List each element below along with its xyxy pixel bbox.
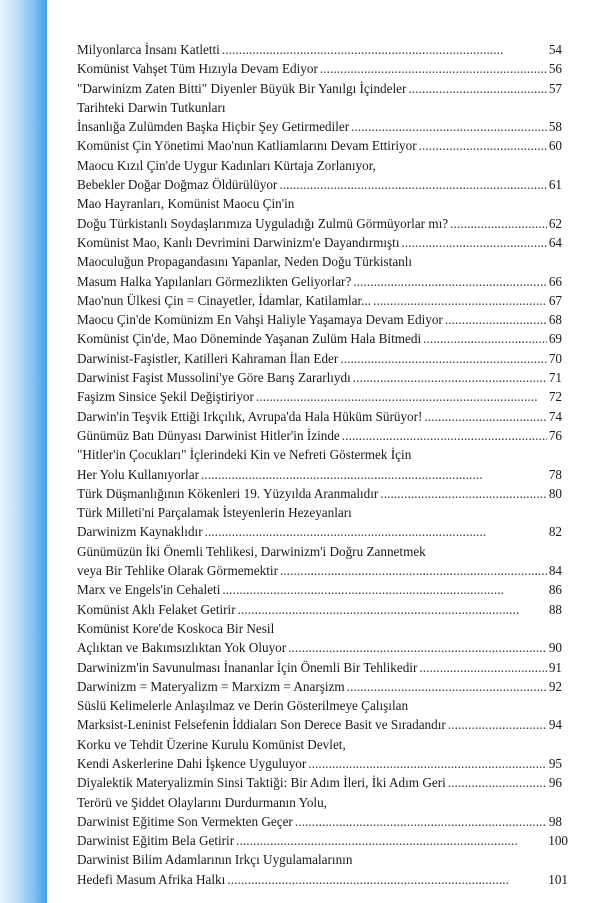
toc-entry-page-number: 98: [548, 813, 562, 829]
toc-entry-page-number: 61: [548, 177, 562, 193]
dot-leader: [342, 426, 547, 445]
toc-entry[interactable]: [77, 252, 568, 271]
toc-entry-page-number: 96: [548, 775, 562, 791]
table-of-contents: [77, 40, 568, 889]
toc-entry-page-number: 91: [548, 659, 562, 675]
dot-leader: [445, 310, 547, 329]
dot-leader: [227, 870, 546, 889]
toc-entry-title: Darwin'in Teşvik Ettiği Irkçılık, Avrupa'da Hala Hüküm Sürüyor!: [77, 408, 423, 424]
toc-entry-title: Mao Hayranları, Komünist Maocu Çin'in: [77, 196, 295, 212]
toc-entry-title: Maocu Kızıl Çin'de Uygur Kadınları Kürtaja Zorlanıyor,: [77, 157, 376, 173]
toc-entry-title: Açlıktan ve Bakımsızlıktan Yok Oluyor: [77, 640, 287, 656]
toc-entry-page-number: 56: [548, 61, 562, 77]
dot-leader: [295, 812, 547, 831]
dot-leader: [401, 233, 546, 252]
toc-entry[interactable]: [77, 580, 562, 599]
toc-entry-title: Her Yolu Kullanıyorlar: [77, 466, 199, 482]
dot-leader: [320, 59, 547, 78]
toc-entry-page-number: 62: [548, 215, 562, 231]
toc-entry[interactable]: [77, 426, 562, 445]
toc-entry-title: Milyonlarca İnsanı Katletti: [77, 42, 220, 57]
decorative-side-strip: [0, 0, 47, 903]
toc-entry-title: Darwinist Eğitim Bela Getirir: [77, 833, 235, 849]
dot-leader: [423, 329, 547, 348]
toc-entry-page-number: 90: [548, 640, 562, 656]
toc-entry-title: Mao'nun Ülkesi Çin = Cinayetler, İdamlar, Katilamlar...: [77, 292, 372, 308]
dot-leader: [288, 638, 547, 657]
toc-entry-title: Komünist Çin Yönetimi Mao'nun Katliamlarını Devam Ettiriyor: [77, 138, 417, 154]
toc-entry[interactable]: [77, 619, 568, 638]
toc-entry[interactable]: [77, 272, 562, 291]
toc-entry[interactable]: [77, 561, 562, 580]
toc-entry[interactable]: [77, 214, 562, 233]
dot-leader: [340, 349, 547, 368]
toc-entry-page-number: 82: [548, 524, 562, 540]
toc-entry-title: Maoculuğun Propagandasını Yapanlar, Neden Doğu Türkistanlı: [77, 254, 413, 270]
toc-entry-title: "Darwinizm Zaten Bitti" Diyenler Büyük Bir Yanılgı İçindeler: [77, 80, 407, 96]
toc-entry[interactable]: [77, 98, 568, 117]
toc-entry-title: Darwinizm = Materyalizm = Marxizm = Anarşizm: [77, 678, 345, 694]
toc-entry-page-number: 94: [548, 717, 562, 733]
dot-leader: [353, 272, 547, 291]
toc-entry-page-number: 66: [548, 273, 562, 289]
dot-leader: [448, 715, 547, 734]
toc-entry-title: Hedefi Masum Afrika Halkı: [77, 871, 226, 887]
toc-entry-title: Türk Milleti'ni Parçalamak İsteyenlerin Hezeyanları: [77, 505, 352, 521]
toc-entry-title: Darwinist Bilim Adamlarının Irkçı Uygulamalarının: [77, 852, 353, 868]
dot-leader: [450, 214, 547, 233]
toc-entry[interactable]: [77, 638, 562, 657]
toc-entry[interactable]: [77, 503, 568, 522]
toc-entry-title: İnsanlığa Zulümden Başka Hiçbir Şey Getirmediler: [77, 119, 350, 135]
toc-entry-page-number: 69: [548, 331, 562, 347]
toc-entry-page-number: 60: [548, 138, 562, 154]
toc-entry-title: Darwinist Eğitime Son Vermekten Geçer: [77, 813, 293, 829]
toc-entry[interactable]: [77, 465, 562, 484]
toc-entry[interactable]: [77, 696, 568, 715]
toc-entry[interactable]: [77, 445, 568, 464]
toc-entry-page-number: 71: [548, 370, 562, 386]
toc-entry[interactable]: [77, 484, 562, 503]
toc-entry-title: Maocu Çin'de Komünizm En Vahşi Haliyle Yaşamaya Devam Ediyor: [77, 312, 443, 328]
dot-leader: [380, 484, 547, 503]
toc-entry[interactable]: [77, 542, 568, 561]
dot-leader: [279, 175, 546, 194]
toc-entry-page-number: 64: [548, 234, 562, 250]
toc-entry-page-number: 54: [548, 42, 562, 57]
dot-leader: [419, 658, 546, 677]
toc-entry[interactable]: [77, 522, 562, 541]
toc-entry-title: Komünist Kore'de Koskoca Bir Nesil: [77, 620, 275, 636]
toc-entry[interactable]: [77, 677, 562, 696]
dot-leader: [408, 79, 546, 98]
toc-entry-page-number: 68: [548, 312, 562, 328]
toc-entry-title: Darwinizm Kaynaklıdır: [77, 524, 203, 540]
toc-entry[interactable]: [77, 329, 562, 348]
toc-entry[interactable]: [77, 59, 562, 78]
toc-entry-title: Masum Halka Yapılanları Görmezlikten Geliyorlar?: [77, 273, 352, 289]
toc-entry-title: Darwinizm'in Savunulması İnananlar İçin Önemli Bir Tehlikedir: [77, 659, 418, 675]
toc-entry-title: Doğu Türkistanlı Soydaşlarımıza Uyguladığı Zulmü Görmüyorlar mı?: [77, 215, 449, 231]
toc-entry-page-number: 92: [548, 678, 562, 694]
dot-leader: [201, 465, 547, 484]
toc-entry-title: Türk Düşmanlığının Kökenleri 19. Yüzyılda Aranmalıdır: [77, 485, 379, 501]
dot-leader: [256, 387, 547, 406]
dot-leader: [353, 368, 547, 387]
dot-leader: [448, 773, 547, 792]
toc-entry[interactable]: [77, 368, 562, 387]
toc-entry-title: Günümüzün İki Önemli Tehlikesi, Darwinizm'i Doğru Zannetmek: [77, 543, 426, 559]
toc-entry[interactable]: [77, 233, 562, 252]
toc-entry[interactable]: [77, 387, 562, 406]
dot-leader: [222, 40, 547, 59]
toc-entry-page-number: 78: [548, 466, 562, 482]
toc-entry-title: Terörü ve Şiddet Olaylarını Durdurmanın Yolu,: [77, 794, 327, 810]
toc-entry-title: Komünist Çin'de, Mao Döneminde Yaşanan Zulüm Hala Bitmedi: [77, 331, 422, 347]
toc-entry-page-number: 86: [548, 582, 562, 598]
toc-entry[interactable]: [77, 136, 562, 155]
toc-entry[interactable]: [77, 754, 562, 773]
toc-entry-page-number: 84: [548, 563, 562, 579]
dot-leader: [236, 831, 546, 850]
toc-entry-title: Komünist Aklı Felaket Getirir: [77, 601, 236, 617]
dot-leader: [308, 754, 547, 773]
toc-entry[interactable]: [77, 793, 568, 812]
toc-entry[interactable]: [77, 310, 562, 329]
toc-entry-page-number: 57: [548, 80, 562, 96]
toc-entry-title: Bebekler Doğar Doğmaz Öldürülüyor: [77, 177, 278, 193]
toc-entry-title: Faşizm Sinsice Şekil Değiştiriyor: [77, 389, 254, 405]
toc-entry-title: Komünist Vahşet Tüm Hızıyla Devam Ediyor: [77, 61, 318, 77]
toc-entry[interactable]: [77, 79, 562, 98]
toc-entry[interactable]: [77, 831, 568, 850]
toc-entry-title: veya Bir Tehlike Olarak Görmemektir: [77, 563, 278, 579]
toc-entry-title: Darwinist Faşist Mussolini'ye Göre Barış Zararlıydı: [77, 370, 351, 386]
toc-entry-page-number: 100: [548, 833, 568, 849]
dot-leader: [205, 522, 547, 541]
dot-leader: [347, 677, 547, 696]
dot-leader: [419, 136, 547, 155]
toc-entry[interactable]: [77, 870, 568, 889]
toc-entry[interactable]: [77, 407, 562, 426]
toc-entry-page-number: 58: [548, 119, 562, 135]
dot-leader: [222, 580, 546, 599]
toc-entry[interactable]: [77, 773, 562, 792]
toc-entry-title: Marksist-Leninist Felsefenin İddiaları Son Derece Basit ve Sıradandır: [77, 717, 446, 733]
toc-entry-title: Korku ve Tehdit Üzerine Kurulu Komünist Devlet,: [77, 736, 346, 752]
toc-entry[interactable]: [77, 715, 562, 734]
toc-entry-page-number: 76: [548, 427, 562, 443]
toc-entry-page-number: 74: [548, 408, 562, 424]
toc-entry-title: Komünist Mao, Kanlı Devrimini Darwinizm'e Dayandırmıştı: [77, 234, 400, 250]
toc-entry-page-number: 88: [548, 601, 562, 617]
toc-entry-page-number: 95: [548, 755, 562, 771]
toc-entry-title: Darwinist-Faşistler, Katilleri Kahraman İlan Eder: [77, 350, 339, 366]
toc-entry[interactable]: [77, 850, 568, 869]
toc-entry[interactable]: [77, 117, 562, 136]
toc-entry-title: Kendi Askerlerine Dahi İşkence Uyguluyor: [77, 755, 307, 771]
toc-entry-title: Diyalektik Materyalizmin Sinsi Taktiği: Bir Adım İleri, İki Adım Geri: [77, 775, 446, 791]
toc-entry[interactable]: [77, 812, 562, 831]
toc-entry-page-number: 67: [548, 292, 562, 308]
toc-entry[interactable]: [77, 600, 562, 619]
toc-entry-page-number: 101: [548, 871, 568, 887]
toc-entry-title: "Hitler'in Çocukları" İçlerindeki Kin ve Nefreti Göstermek İçin: [77, 447, 412, 463]
dot-leader: [424, 407, 546, 426]
toc-entry-title: Marx ve Engels'in Cehaleti: [77, 582, 221, 598]
toc-entry[interactable]: [77, 156, 568, 175]
toc-entry-title: Tarihteki Darwin Tutkunları: [77, 99, 226, 115]
toc-entry-page-number: 72: [548, 389, 562, 405]
dot-leader: [280, 561, 547, 580]
toc-entry[interactable]: [77, 175, 562, 194]
toc-entry[interactable]: [77, 658, 562, 677]
dot-leader: [373, 291, 547, 310]
toc-entry-page-number: 70: [548, 350, 562, 366]
toc-entry[interactable]: [77, 194, 568, 213]
toc-entry[interactable]: [77, 40, 562, 59]
toc-entry-title: Günümüz Batı Dünyası Darwinist Hitler'in İzinde: [77, 427, 340, 443]
toc-entry[interactable]: [77, 291, 562, 310]
toc-entry[interactable]: [77, 349, 562, 368]
toc-entry[interactable]: [77, 735, 568, 754]
toc-entry-title: Süslü Kelimelerle Anlaşılmaz ve Derin Gösterilmeye Çalışılan: [77, 698, 409, 714]
dot-leader: [351, 117, 547, 136]
dot-leader: [238, 600, 547, 619]
toc-entry-page-number: 80: [548, 485, 562, 501]
